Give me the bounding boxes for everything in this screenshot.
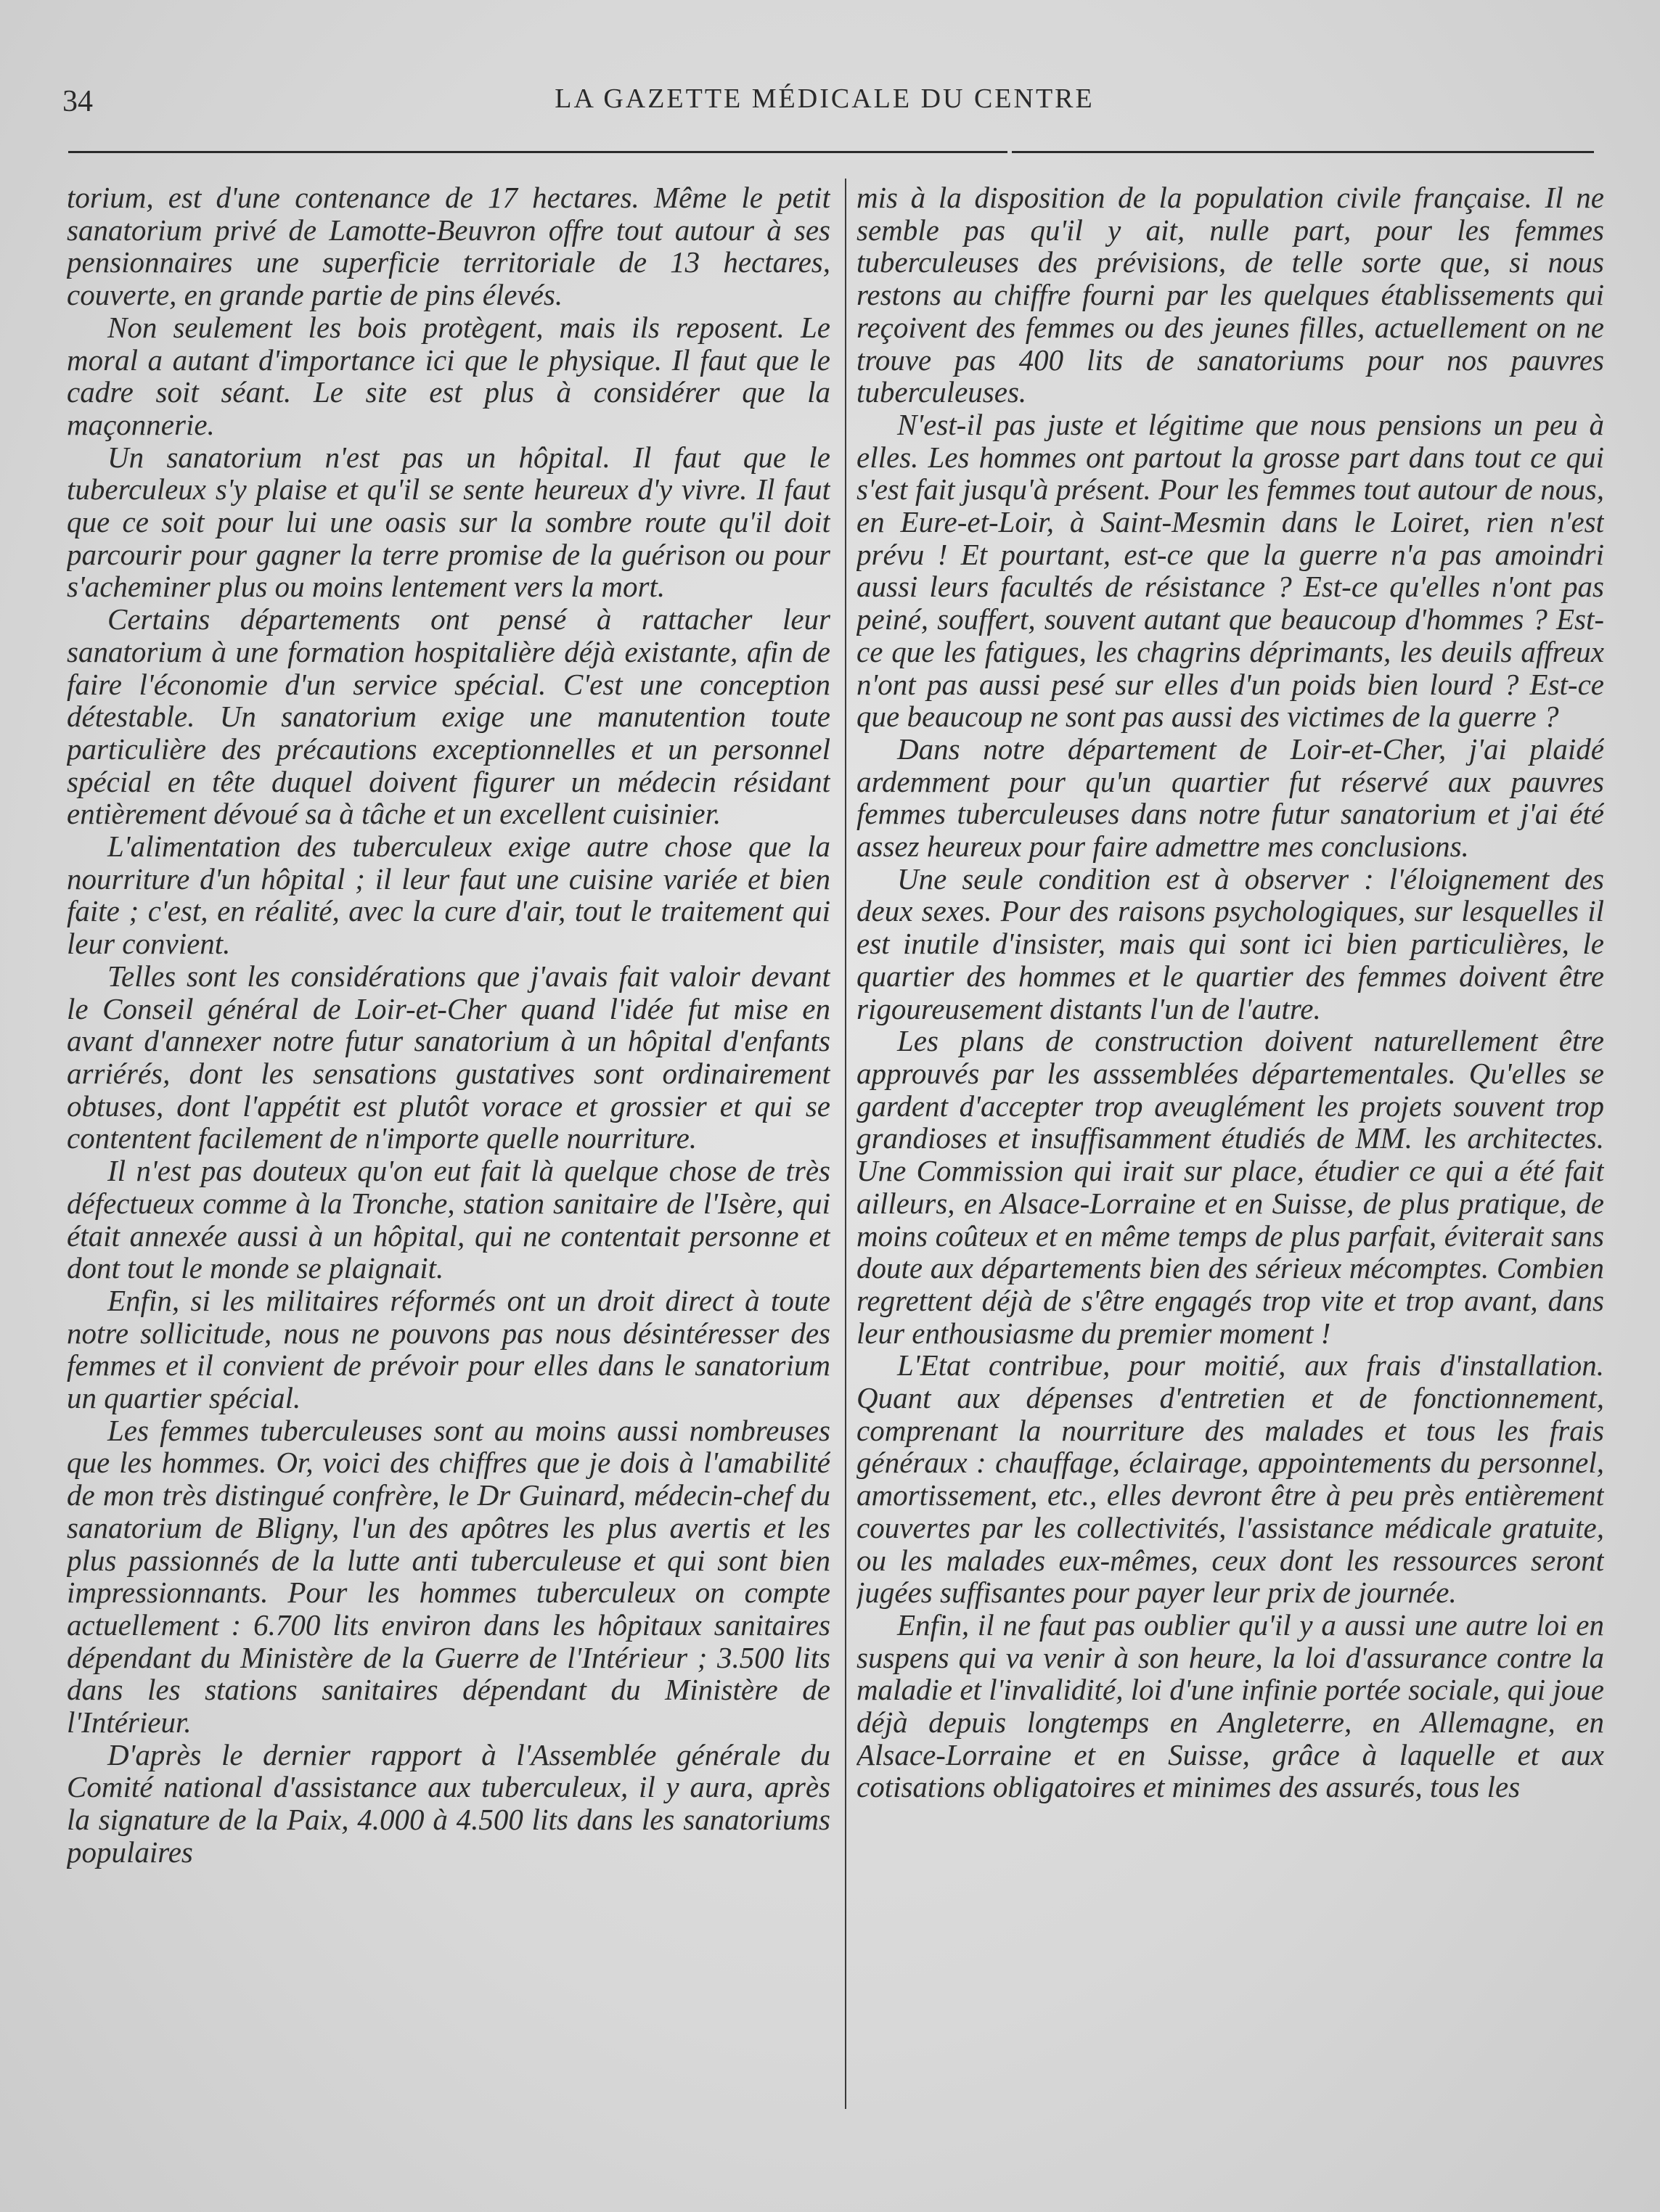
paragraph: Les plans de construction doivent naturellement être approuvés par les asssemblées départementales. Qu'elles se gardent d'accepter trop aveuglément les projets souvent trop grandioses et insuffisamment étudiés de MM. les architectes. Une Commission qui irait sur place, étudier ce qui a été fait ailleurs, en Alsace-Lorraine et en Suisse, de plus pratique, de moins coûteux et en même temps de plus parfait, éviterait sans doute aux départements bien des sérieux mécomptes. Combien regrettent déjà de s'être engagés trop vite et trop avant, dans leur enthousiasme du premier moment ! — [856, 1024, 1604, 1350]
header-rule-right — [1012, 151, 1594, 153]
paragraph: L'alimentation des tuberculeux exige autre chose que la nourriture d'un hôpital ; il leur faut une cuisine variée et bien faite ; c'est, en réalité, avec la cure d'air, tout le traitement qui leur convient. — [67, 830, 830, 961]
paragraph: L'Etat contribue, pour moitié, aux frais d'installation. Quant aux dépenses d'entretien et de fonctionnement, comprenant la nourriture des malades et tous les frais généraux : chauffage, éclairage, appointements du personnel, amortissement, etc., elles devront être à peu près entièrement couvertes par les collectivités, l'assistance médicale gratuite, ou les malades eux-mêmes, ceux dont les ressources seront jugées suffisantes pour payer leur prix de journée. — [856, 1348, 1604, 1610]
page-header — [62, 78, 1587, 122]
right-column — [856, 181, 1604, 2112]
left-column — [67, 181, 830, 2112]
paragraph: Il n'est pas douteux qu'on eut fait là quelque chose de très défectueux comme à la Tronche, station sanitaire de l'Isère, qui était annexée aussi à un hôpital, qui ne contentait personne et dont tout le monde se plaignait. — [67, 1154, 830, 1285]
page-number: 34 — [62, 85, 93, 118]
paragraph: Une seule condition est à observer : l'éloignement des deux sexes. Pour des raisons psychologiques, sur lesquelles il est inutile d'insister, mais qui sont ici bien particulières, le quartier des hommes et le quartier des femmes doivent être rigoureusement distants l'un de l'autre. — [856, 861, 1604, 1025]
paragraph: Telles sont les considérations que j'avais fait valoir devant le Conseil général de Loir-et-Cher quand l'idée fut mise en avant d'annexer notre futur sanatorium à un hôpital d'enfants arriérés, dont les sensations gustatives sont ordinairement obtuses, dont l'appétit est plutôt vorace et grossier et qui se contentent facilement de n'importe quelle nourriture. — [67, 959, 830, 1155]
column-divider — [845, 179, 846, 2109]
paragraph: Certains départements ont pensé à rattacher leur sanatorium à une formation hospitalière déjà existante, afin de faire l'économie d'un service spécial. C'est une conception détestable. Un sanatorium exige une manutention toute particulière des précautions exceptionnelles et un personnel spécial en tête duquel doivent figurer un médecin résidant entièrement dévoué sa à tâche et un excellent cuisinier. — [67, 602, 830, 831]
paragraph: N'est-il pas juste et légitime que nous pensions un peu à elles. Les hommes ont partout la grosse part dans tout ce qui s'est fait jusqu'à présent. Pour les femmes tout autour de nous, en Eure-et-Loir, à Saint-Mesmin dans le Loiret, rien n'est prévu ! Et pourtant, est-ce que la guerre n'a pas amoindri aussi leurs facultés de résistance ? Est-ce qu'elles n'ont pas peiné, souffert, souvent autant que beaucoup d'hommes ? Est-ce que les fatigues, les chagrins déprimants, les deuils affreux n'ont pas aussi pesé sur elles d'un poids bien lourd ? Est-ce que beaucoup ne sont pas aussi des victimes de la guerre ? — [856, 407, 1604, 734]
paragraph: D'après le dernier rapport à l'Assemblée générale du Comité national d'assistance aux tuberculeux, il y aura, après la signature de la Paix, 4.000 à 4.500 lits dans les sanatoriums populaires — [67, 1737, 830, 1869]
paragraph: torium, est d'une contenance de 17 hectares. Même le petit sanatorium privé de Lamotte-Beuvron offre tout autour à ses pensionnaires une superficie territoriale de 13 hectares, couverte, en grande partie de pins élevés. — [67, 181, 830, 312]
paragraph: Enfin, si les militaires réformés ont un droit direct à toute notre sollicitude, nous ne pouvons pas nous désintéresser des femmes et il convient de prévoir pour elles dans le sanatorium un quartier spécial. — [67, 1283, 830, 1415]
paragraph: mis à la disposition de la population civile française. Il ne semble pas qu'il y ait, nulle part, pour les femmes tuberculeuses des prévisions, de telle sorte que, si nous restons au chiffre fourni par les quelques établissements qui reçoivent des femmes ou des jeunes filles, actuellement on ne trouve pas 400 lits de sanatoriums pour nos pauvres tuberculeuses. — [856, 181, 1604, 409]
paragraph: Les femmes tuberculeuses sont au moins aussi nombreuses que les hommes. Or, voici des chiffres que je dois à l'amabilité de mon très distingué confrère, le Dr Guinard, médecin-chef du sanatorium de Bligny, l'un des apôtres les plus avertis et les plus passionnés de la lutte anti tuberculeuse et qui sont bien impressionnants. Pour les hommes tuberculeux on compte actuellement : 6.700 lits environ dans les hôpitaux sanitaires dépendant du Ministère de la Guerre de l'Intérieur ; 3.500 lits dans les stations sanitaires dépendant du Ministère de l'Intérieur. — [67, 1413, 830, 1740]
running-title: LA GAZETTE MÉDICALE DU CENTRE — [555, 83, 1095, 114]
header-rule-left — [68, 151, 1007, 153]
paragraph: Dans notre département de Loir-et-Cher, j'ai plaidé ardemment pour qu'un quartier fut réservé aux pauvres femmes tuberculeuses dans notre futur sanatorium et j'ai été assez heureux pour faire admettre mes conclusions. — [856, 732, 1604, 864]
paragraph: Enfin, il ne faut pas oublier qu'il y a aussi une autre loi en suspens qui va venir à son heure, la loi d'assurance contre la maladie et l'invalidité, loi d'une infinie portée sociale, qui joue déjà depuis longtemps en Angleterre, en Allemagne, en Alsace-Lorraine et en Suisse, grâce à laquelle et aux cotisations obligatoires et minimes des assurés, tous les — [856, 1607, 1604, 1804]
paragraph: Un sanatorium n'est pas un hôpital. Il faut que le tuberculeux s'y plaise et qu'il se sente heureux d'y vivre. Il faut que ce soit pour lui une oasis sur la sombre route qu'il doit parcourir pour gagner la terre promise de la guérison ou pour s'acheminer plus ou moins lentement vers la mort. — [67, 440, 830, 604]
paragraph: Non seulement les bois protègent, mais ils reposent. Le moral a autant d'importance ici que le physique. Il faut que le cadre soit séant. Le site est plus à considérer que la maçonnerie. — [67, 310, 830, 441]
